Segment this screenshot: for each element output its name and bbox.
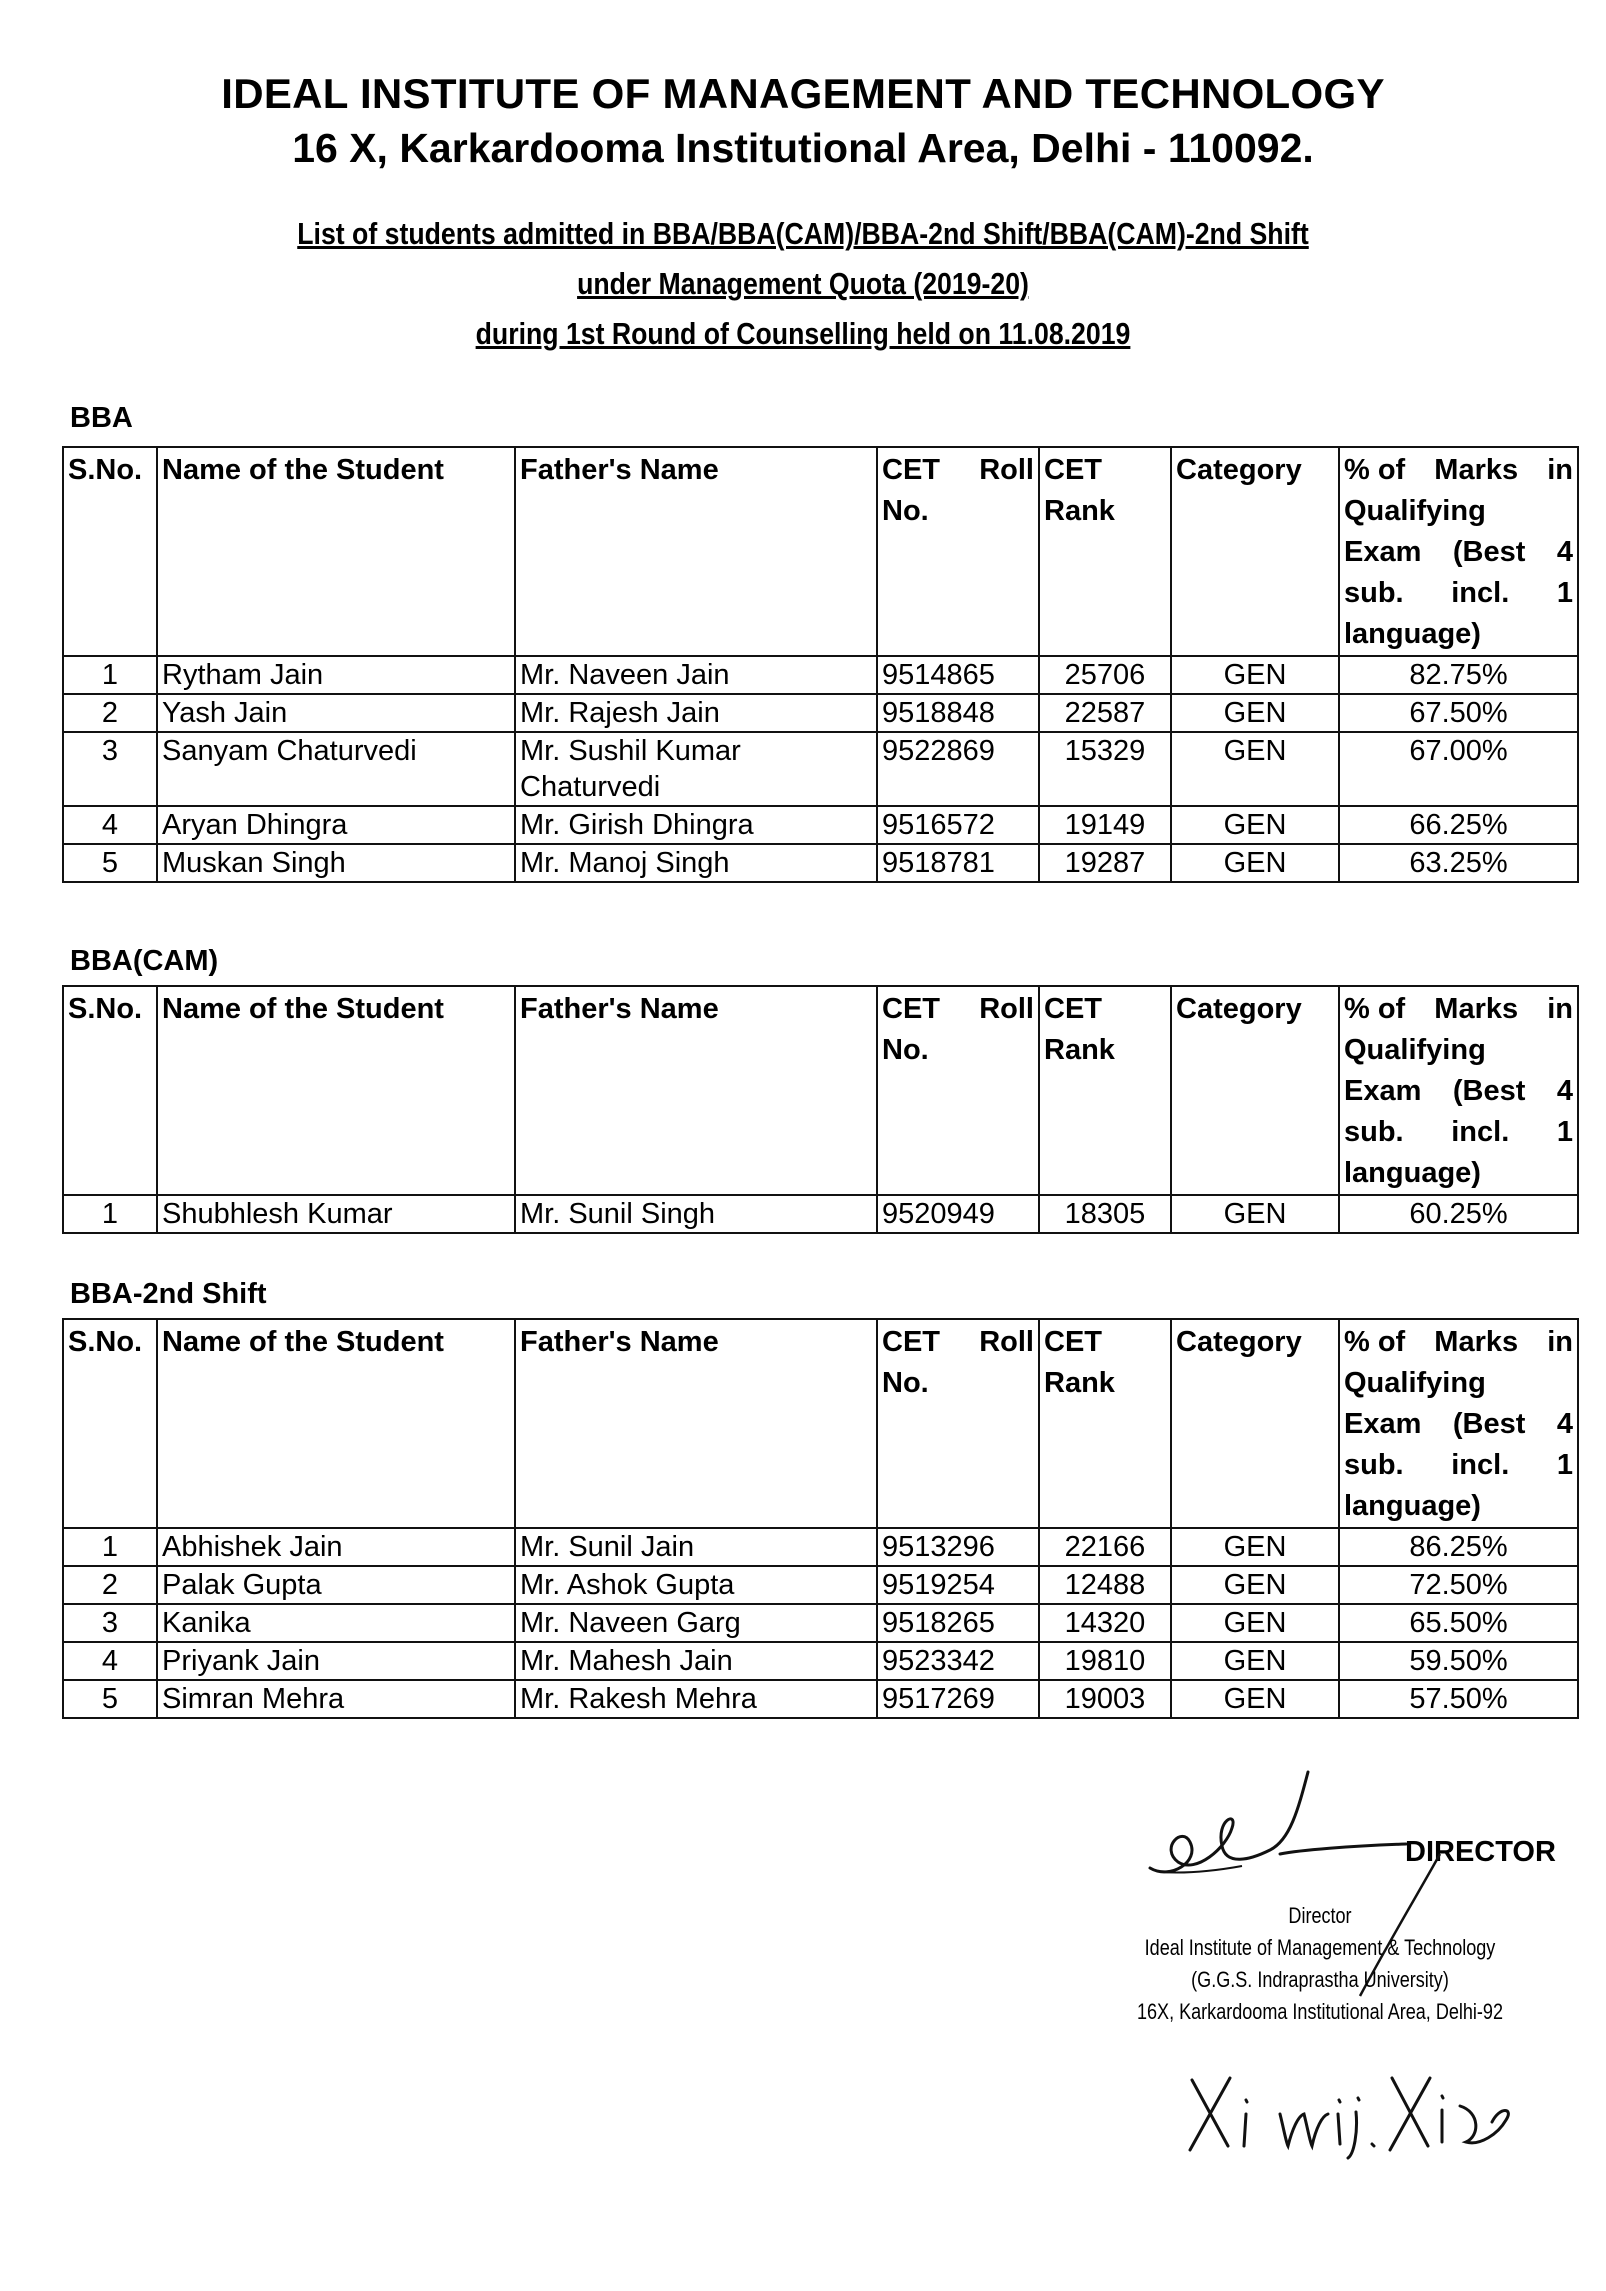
cell-roll: 9518781 [877,844,1039,882]
cell-father: Mr. Manoj Singh [515,844,877,882]
cell-rank: 15329 [1039,732,1171,806]
cell-rank: 19149 [1039,806,1171,844]
col-header-father: Father's Name [515,986,877,1195]
table-header-row [63,447,1578,656]
col-header-marks [1339,447,1578,656]
marks-header-part: (Best [1452,1408,1526,1440]
cell-rank: 14320 [1039,1604,1171,1642]
cell-rank: 22587 [1039,694,1171,732]
cell-rank: 19003 [1039,1680,1171,1718]
cell-name: Muskan Singh [157,844,515,882]
table-row [63,1195,1578,1233]
cell-father: Mr. Rakesh Mehra [515,1680,877,1718]
cell-father: Mr. Sunil Jain [515,1528,877,1566]
cell-category: GEN [1171,1528,1339,1566]
stamp-line-university: (G.G.S. Indraprastha University) [1191,1967,1449,1992]
col-header-rank [1039,447,1171,656]
cell-sno: 4 [63,806,157,844]
marks-header-part: Exam [1344,536,1422,568]
cell-roll: 9513296 [877,1528,1039,1566]
cell-marks: 86.25% [1339,1528,1578,1566]
cell-father: Mr. Sushil Kumar Chaturvedi [515,732,877,806]
table-row [63,732,1578,806]
cell-rank: 19810 [1039,1642,1171,1680]
rank-header-part: Rank [1044,495,1115,527]
marks-header-part: Qualifying [1344,1367,1486,1399]
cell-name: Sanyam Chaturvedi [157,732,515,806]
col-header-sno: S.No. [63,986,157,1195]
cell-category: GEN [1171,1642,1339,1680]
roll-header-part: Roll [979,454,1034,486]
cell-father: Mr. Sunil Singh [515,1195,877,1233]
roll-header-part: No. [882,1034,929,1066]
cell-roll: 9514865 [877,656,1039,694]
col-header-category: Category [1171,447,1339,656]
cell-sno: 3 [63,732,157,806]
marks-header-part: 4 [1556,1408,1573,1440]
rank-header-part: CET [1044,454,1102,486]
cell-name: Yash Jain [157,694,515,732]
cell-marks: 66.25% [1339,806,1578,844]
marks-header-part: language) [1344,1490,1481,1522]
marks-header-part: language) [1344,1157,1481,1189]
cell-father: Mr. Naveen Jain [515,656,877,694]
marks-header-part: 4 [1556,1075,1573,1107]
roll-header-part: Roll [979,993,1034,1025]
cell-sno: 4 [63,1642,157,1680]
marks-header-part: Marks [1434,454,1519,486]
cell-name: Priyank Jain [157,1642,515,1680]
col-header-rank [1039,986,1171,1195]
marks-header-part: 1 [1556,577,1573,609]
cell-roll: 9523342 [877,1642,1039,1680]
handwritten-date [1180,2050,1540,2160]
rank-header-part: Rank [1044,1034,1115,1066]
col-header-name: Name of the Student [157,986,515,1195]
marks-header-part: Qualifying [1344,495,1486,527]
marks-header-part: % of [1344,1326,1406,1358]
marks-header-part: incl. [1451,1449,1510,1481]
cell-father: Mr. Mahesh Jain [515,1642,877,1680]
rank-header-part: CET [1044,993,1102,1025]
rank-header-part: Rank [1044,1367,1115,1399]
table-row [63,806,1578,844]
cell-category: GEN [1171,1195,1339,1233]
marks-header-part: sub. [1344,1449,1404,1481]
cell-category: GEN [1171,694,1339,732]
section-title-bba-cam: BBA(CAM) [70,945,219,977]
col-header-roll [877,447,1039,656]
marks-header-part: incl. [1451,577,1510,609]
marks-header-part: sub. [1344,1116,1404,1148]
cell-sno: 5 [63,844,157,882]
cell-marks: 67.00% [1339,732,1578,806]
roll-header-part: CET [882,993,940,1025]
col-header-category: Category [1171,986,1339,1195]
marks-header-part: language) [1344,618,1481,650]
cell-sno: 3 [63,1604,157,1642]
cell-father: Mr. Rajesh Jain [515,694,877,732]
cell-father: Mr. Ashok Gupta [515,1566,877,1604]
table-header-row [63,1319,1578,1528]
cell-name: Abhishek Jain [157,1528,515,1566]
cell-roll: 9520949 [877,1195,1039,1233]
cell-rank: 12488 [1039,1566,1171,1604]
cell-name: Aryan Dhingra [157,806,515,844]
col-header-name: Name of the Student [157,447,515,656]
cell-sno: 2 [63,694,157,732]
marks-header-part: in [1547,993,1573,1025]
table-row [63,844,1578,882]
marks-header-part: Marks [1434,993,1519,1025]
cell-category: GEN [1171,1680,1339,1718]
cell-marks: 82.75% [1339,656,1578,694]
table-bba-2nd-shift [62,1318,1579,1719]
subtitle-line-3: during 1st Round of Counselling held on 11.08.2019 [475,316,1131,351]
cell-rank: 22166 [1039,1528,1171,1566]
col-header-sno: S.No. [63,447,157,656]
cell-marks: 67.50% [1339,694,1578,732]
roll-header-part: No. [882,1367,929,1399]
director-caption: DIRECTOR [1405,1836,1556,1868]
table-row [63,1528,1578,1566]
section-title-bba: BBA [70,402,133,434]
cell-marks: 63.25% [1339,844,1578,882]
cell-roll: 9518265 [877,1604,1039,1642]
subtitle-line-2: under Management Quota (2019-20) [577,266,1029,301]
marks-header-part: Exam [1344,1408,1422,1440]
marks-header-part: Marks [1434,1326,1519,1358]
marks-header-part: in [1547,1326,1573,1358]
institute-address: 16 X, Karkardooma Institutional Area, Delhi - 110092. [292,125,1314,171]
cell-category: GEN [1171,1566,1339,1604]
cell-sno: 2 [63,1566,157,1604]
col-header-rank [1039,1319,1171,1528]
col-header-name: Name of the Student [157,1319,515,1528]
cell-roll: 9519254 [877,1566,1039,1604]
col-header-roll [877,1319,1039,1528]
cell-roll: 9516572 [877,806,1039,844]
cell-rank: 19287 [1039,844,1171,882]
marks-header-part: 1 [1556,1116,1573,1148]
marks-header-part: in [1547,454,1573,486]
marks-header-part: 1 [1556,1449,1573,1481]
cell-sno: 5 [63,1680,157,1718]
col-header-marks [1339,986,1578,1195]
cell-rank: 25706 [1039,656,1171,694]
table-row [63,1642,1578,1680]
marks-header-part: % of [1344,454,1406,486]
section-title-bba-2nd-shift: BBA-2nd Shift [70,1278,267,1310]
marks-header-part: Exam [1344,1075,1422,1107]
marks-header-part: Qualifying [1344,1034,1486,1066]
cell-name: Palak Gupta [157,1566,515,1604]
cell-roll: 9518848 [877,694,1039,732]
col-header-category: Category [1171,1319,1339,1528]
cell-sno: 1 [63,656,157,694]
table-row [63,694,1578,732]
cell-category: GEN [1171,656,1339,694]
cell-marks: 60.25% [1339,1195,1578,1233]
stamp-line-director: Director [1288,1903,1352,1928]
cell-roll: 9522869 [877,732,1039,806]
marks-header-part: % of [1344,993,1406,1025]
cell-sno: 1 [63,1195,157,1233]
marks-header-part: (Best [1452,1075,1526,1107]
col-header-marks [1339,1319,1578,1528]
roll-header-part: CET [882,454,940,486]
cell-name: Shubhlesh Kumar [157,1195,515,1233]
marks-header-part: (Best [1452,536,1526,568]
cell-sno: 1 [63,1528,157,1566]
cell-father: Mr. Girish Dhingra [515,806,877,844]
cell-father: Mr. Naveen Garg [515,1604,877,1642]
table-row [63,1566,1578,1604]
cell-marks: 57.50% [1339,1680,1578,1718]
cell-name: Rytham Jain [157,656,515,694]
roll-header-part: CET [882,1326,940,1358]
col-header-roll [877,986,1039,1195]
marks-header-part: 4 [1556,536,1573,568]
director-stamp [1107,1900,1533,2028]
institute-name: IDEAL INSTITUTE OF MANAGEMENT AND TECHNOLOGY [221,70,1385,117]
cell-category: GEN [1171,806,1339,844]
cell-name: Kanika [157,1604,515,1642]
cell-name: Simran Mehra [157,1680,515,1718]
cell-category: GEN [1171,1604,1339,1642]
cell-rank: 18305 [1039,1195,1171,1233]
table-row [63,1680,1578,1718]
table-bba-cam [62,985,1579,1234]
stamp-line-address: 16X, Karkardooma Institutional Area, Delhi-92 [1136,1999,1504,2024]
table-row [63,656,1578,694]
cell-marks: 72.50% [1339,1566,1578,1604]
roll-header-part: No. [882,495,929,527]
marks-header-part: incl. [1451,1116,1510,1148]
col-header-sno: S.No. [63,1319,157,1528]
cell-marks: 59.50% [1339,1642,1578,1680]
cell-marks: 65.50% [1339,1604,1578,1642]
table-row [63,1604,1578,1642]
cell-category: GEN [1171,732,1339,806]
roll-header-part: Roll [979,1326,1034,1358]
stamp-line-institute: Ideal Institute of Management & Technology [1144,1935,1496,1960]
cell-category: GEN [1171,844,1339,882]
table-bba [62,446,1579,883]
col-header-father: Father's Name [515,1319,877,1528]
col-header-father: Father's Name [515,447,877,656]
rank-header-part: CET [1044,1326,1102,1358]
marks-header-part: sub. [1344,577,1404,609]
subtitle-line-1: List of students admitted in BBA/BBA(CAM)/BBA-2nd Shift/BBA(CAM)-2nd Shift [297,216,1309,251]
table-header-row [63,986,1578,1195]
cell-roll: 9517269 [877,1680,1039,1718]
